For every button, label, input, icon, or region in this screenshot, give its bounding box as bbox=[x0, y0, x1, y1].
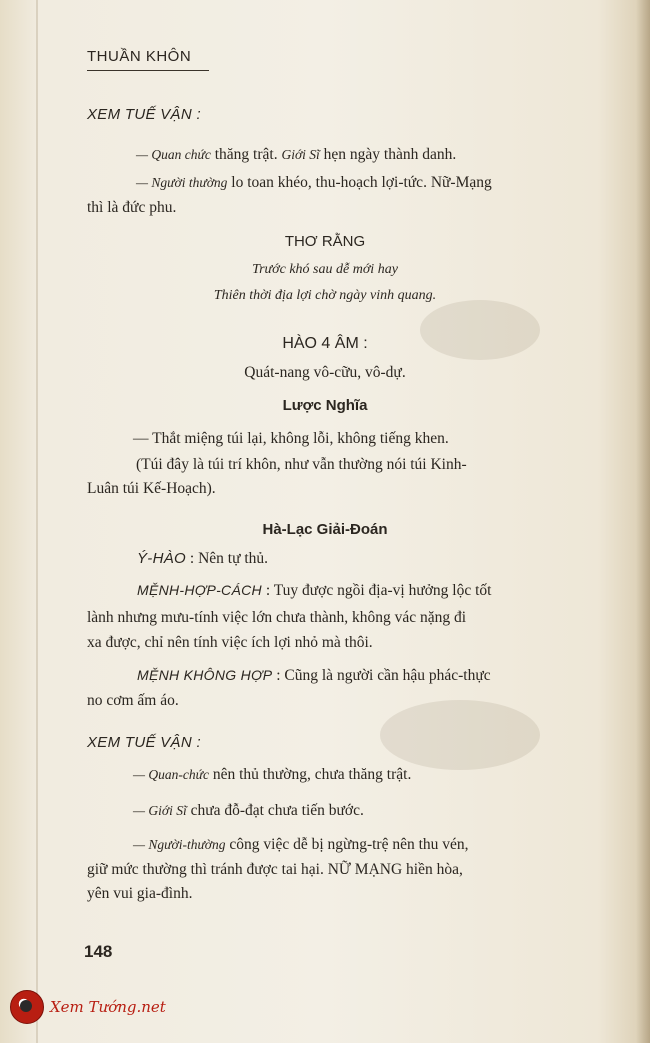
site-watermark bbox=[10, 990, 180, 1024]
term-quan-chuc: — Quan-chức bbox=[133, 767, 209, 782]
yin-yang-logo-icon bbox=[10, 990, 44, 1024]
para1-line1 bbox=[136, 146, 456, 164]
text: thăng trật. bbox=[210, 146, 282, 163]
text: chưa đỗ-đạt chưa tiến bước. bbox=[186, 802, 364, 819]
para1-line2 bbox=[136, 174, 492, 192]
term-nguoi-thuong: — Người-thường bbox=[133, 837, 226, 852]
poem-title: THƠ RẰNG bbox=[284, 233, 366, 250]
running-title: THUẦN KHÔN bbox=[87, 48, 192, 65]
menh-hop-line1 bbox=[137, 582, 491, 600]
y-hao-label: Ý-HÀO bbox=[137, 550, 187, 567]
menh-hop-label: MỆNH-HỢP-CÁCH bbox=[137, 582, 262, 598]
poem-line1: Trước khó sau dễ mới hay bbox=[252, 262, 398, 277]
term-gioi-si: Giới Sĩ bbox=[281, 147, 320, 162]
hao-4-subtitle: Quát-nang vô-cữu, vô-dự. bbox=[244, 364, 406, 381]
menh-hop-line2: lành nhưng mưu-tính việc lớn chưa thành, không vác nặng đi bbox=[87, 609, 467, 626]
section2-line2 bbox=[133, 802, 364, 820]
section2-line1 bbox=[133, 766, 411, 784]
section-title-xem-tue-van: XEM TUẾ VẬN : bbox=[87, 106, 201, 123]
section2-line3 bbox=[133, 836, 469, 854]
page-number: 148 bbox=[84, 942, 113, 961]
ha-lac-title: Hà-Lạc Giải-Đoán bbox=[262, 521, 388, 538]
text: nên thủ thường, chưa thăng trật. bbox=[208, 766, 412, 783]
watermark-text: Xem Tướng.net bbox=[50, 998, 166, 1016]
term-nguoi-thuong: — Người thường bbox=[136, 175, 228, 190]
luoc-nghia-line3: Luân túi Kế-Hoạch). bbox=[87, 480, 216, 497]
section2-line5: yên vui gia-đình. bbox=[87, 885, 193, 902]
menh-khong-line1 bbox=[137, 667, 491, 685]
text: lo toan khéo, thu-hoạch lợi-tức. Nữ-Mạng bbox=[227, 174, 492, 191]
text: : Cũng là người cần hậu phác-thực bbox=[272, 667, 491, 684]
text: hẹn ngày thành danh. bbox=[319, 146, 457, 163]
para1-line3: thì là đức phu. bbox=[87, 199, 177, 216]
y-hao-line bbox=[137, 550, 268, 568]
text: : Tuy được ngồi địa-vị hưởng lộc tốt bbox=[261, 582, 492, 599]
term-gioi-si: — Giới Sĩ bbox=[133, 803, 187, 818]
poem-line2: Thiên thời địa lợi chờ ngày vinh quang. bbox=[213, 288, 437, 303]
bleed-through-stain bbox=[380, 700, 540, 770]
luoc-nghia-title: Lược Nghĩa bbox=[282, 397, 368, 414]
header-rule bbox=[87, 70, 209, 71]
text: công việc dễ bị ngừng-trệ nên thu vén, bbox=[225, 836, 469, 853]
term-quan-chuc: — Quan chức bbox=[136, 147, 211, 162]
section2-line4: giữ mức thường thì tránh được tai hại. NỮ MẠNG hiền hòa, bbox=[87, 861, 463, 878]
section-title-xem-tue-van-2: XEM TUẾ VẬN : bbox=[87, 734, 201, 751]
luoc-nghia-line2: (Túi đây là túi trí khôn, như vẫn thường nói túi Kinh- bbox=[136, 456, 467, 473]
menh-khong-line2: no cơm ấm áo. bbox=[87, 692, 179, 709]
menh-hop-line3: xa được, chỉ nên tính việc ích lợi nhỏ mà thôi. bbox=[87, 634, 373, 651]
luoc-nghia-line1: — Thắt miệng túi lại, không lỗi, không tiếng khen. bbox=[133, 430, 449, 447]
text: : Nên tự thủ. bbox=[186, 550, 269, 567]
menh-khong-label: MỆNH KHÔNG HỢP bbox=[137, 667, 273, 683]
hao-4-title: HÀO 4 ÂM : bbox=[282, 335, 368, 352]
